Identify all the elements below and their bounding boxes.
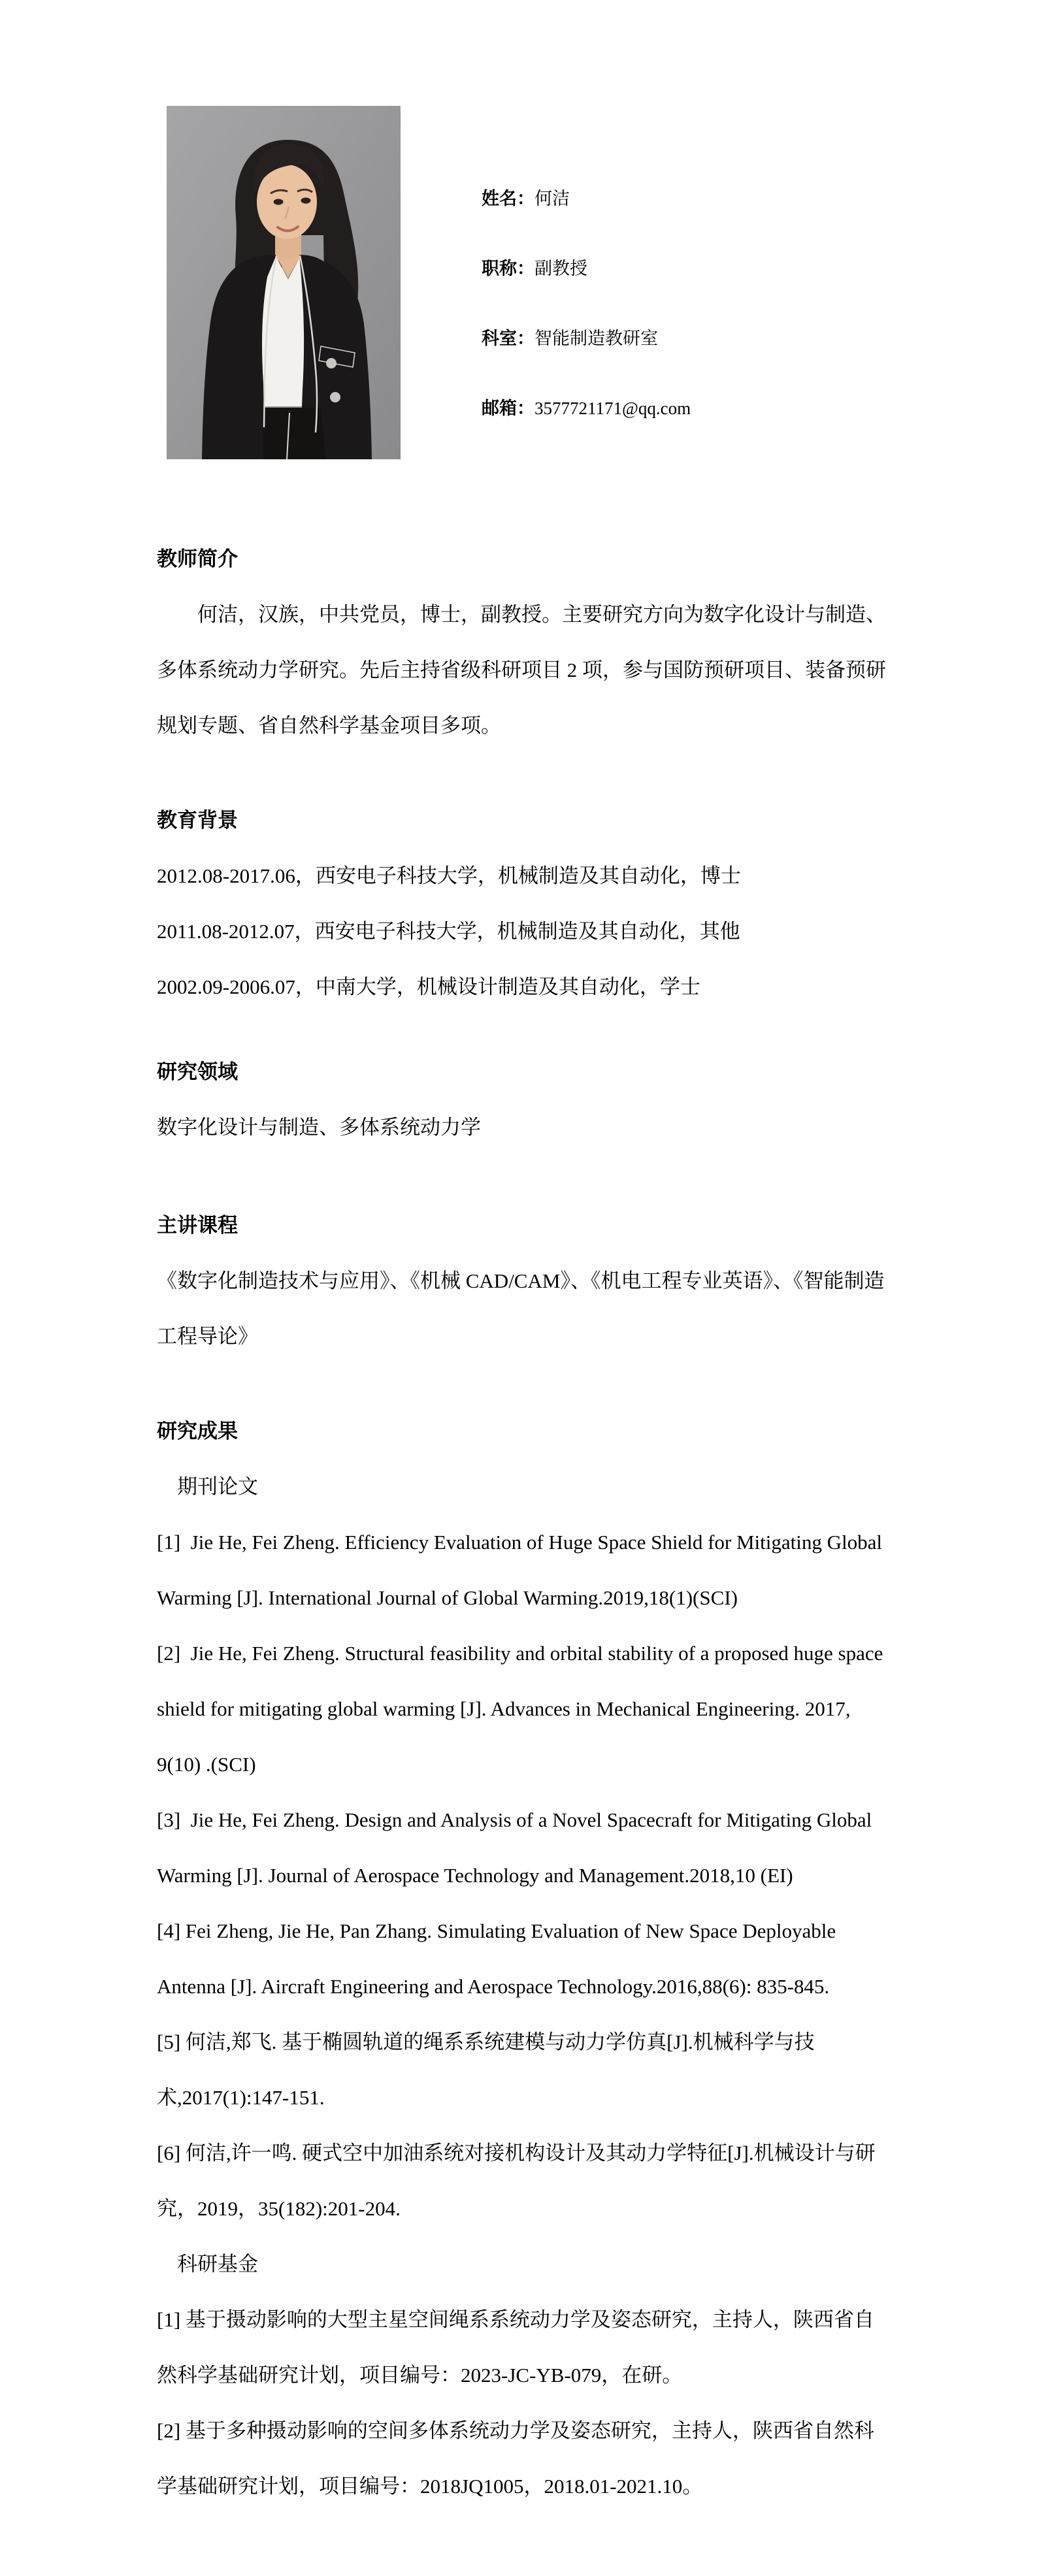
research-areas-text: 数字化设计与制造、多体系统动力学	[157, 1116, 481, 1139]
subheading-journal-papers: 期刊论文	[177, 1475, 258, 1498]
research-fund-item: [1] 基于摄动影响的大型主星空间绳系系统动力学及姿态研究，主持人，陕西省自然科学基础研究计划，项目编号：2023-JC-YB-079，在研。	[157, 2308, 874, 2387]
journal-paper-item: [4] Fei Zheng, Jie He, Pan Zhang. Simulating Evaluation of New Space Deployable Antenna [J]. Aircraft Engineering and Aerospace Technology.2016,88(6): 835-845.	[157, 1919, 840, 1998]
field-label-department: 科室：	[482, 329, 535, 348]
section-education	[157, 792, 892, 1015]
journal-paper-item: [2] Jie He, Fei Zheng. Structural feasibility and orbital stability of a proposed huge space shield for mitigating global warming [J]. Advances in Mechanical Engineering. 2017, 9(10) .(SCI)	[157, 1642, 889, 1776]
profile-header	[0, 0, 1037, 459]
field-value-title: 副教授	[535, 259, 587, 278]
education-item: 2002.09-2006.07，中南大学，机械设计制造及其自动化，学士	[157, 975, 700, 998]
section-research-areas	[157, 1044, 892, 1155]
education-item: 2011.08-2012.07，西安电子科技大学，机械制造及其自动化，其他	[157, 920, 740, 943]
portrait-illustration	[167, 106, 401, 459]
field-value-name: 何洁	[535, 189, 570, 208]
profile-info-list	[482, 188, 691, 468]
profile-field-email	[482, 398, 691, 468]
journal-paper-item: [3] Jie He, Fei Zheng. Design and Analysis of a Novel Spacecraft for Mitigating Global Warming [J]. Journal of Aerospace Technology and Management.2018,10 (EI)	[157, 1808, 877, 1887]
profile-field-department	[482, 328, 691, 398]
section-achievements	[157, 1403, 892, 2514]
field-label-title: 职称：	[482, 259, 535, 278]
courses-text: 《数字化制造技术与应用》、《机械 CAD/CAM》、《机电工程专业英语》、《智能制造工程导论》	[157, 1269, 885, 1348]
journal-paper-item: [1] Jie He, Fei Zheng. Efficiency Evaluation of Huge Space Shield for Mitigating Global Warming [J]. International Journal of Global Warming.2019,18(1)(SCI)	[157, 1531, 887, 1609]
field-value-email: 3577721171@qq.com	[535, 399, 691, 418]
journal-paper-item: [5] 何洁,郑飞. 基于椭圆轨道的绳系系统建模与动力学仿真[J].机械科学与技术,2017(1):147-151.	[157, 2030, 815, 2109]
profile-content	[157, 531, 892, 2514]
journal-paper-item: [6] 何洁,许一鸣. 硬式空中加油系统对接机构设计及其动力学特征[J].机械设计与研究，2019，35(182):201-204.	[157, 2142, 876, 2220]
profile-field-title	[482, 258, 691, 328]
field-value-department: 智能制造教研室	[535, 329, 658, 348]
section-heading-courses: 主讲课程	[157, 1214, 238, 1237]
research-fund-item: [2] 基于多种摄动影响的空间多体系统动力学及姿态研究，主持人，陕西省自然科学基础研究计划，项目编号：2018JQ1005，2018.01-2021.10。	[157, 2419, 874, 2498]
subheading-research-funds: 科研基金	[177, 2253, 258, 2275]
field-label-email: 邮箱：	[482, 399, 535, 418]
section-heading-achievements: 研究成果	[157, 1420, 238, 1443]
education-item: 2012.08-2017.06，西安电子科技大学，机械制造及其自动化，博士	[157, 864, 741, 887]
section-courses	[157, 1198, 892, 1364]
profile-field-name	[482, 188, 691, 258]
section-heading-intro: 教师简介	[157, 547, 238, 570]
section-intro	[157, 531, 892, 753]
field-label-name: 姓名：	[482, 189, 535, 208]
section-heading-education: 教育背景	[157, 809, 238, 832]
section-heading-research-areas: 研究领域	[157, 1060, 238, 1083]
intro-paragraph: 何洁，汉族，中共党员，博士，副教授。主要研究方向为数字化设计与制造、多体系统动力学研究。先后主持省级科研项目 2 项，参与国防预研项目、装备预研规划专题、省自然科学基金项目多项。	[157, 603, 886, 737]
profile-photo	[167, 106, 401, 459]
